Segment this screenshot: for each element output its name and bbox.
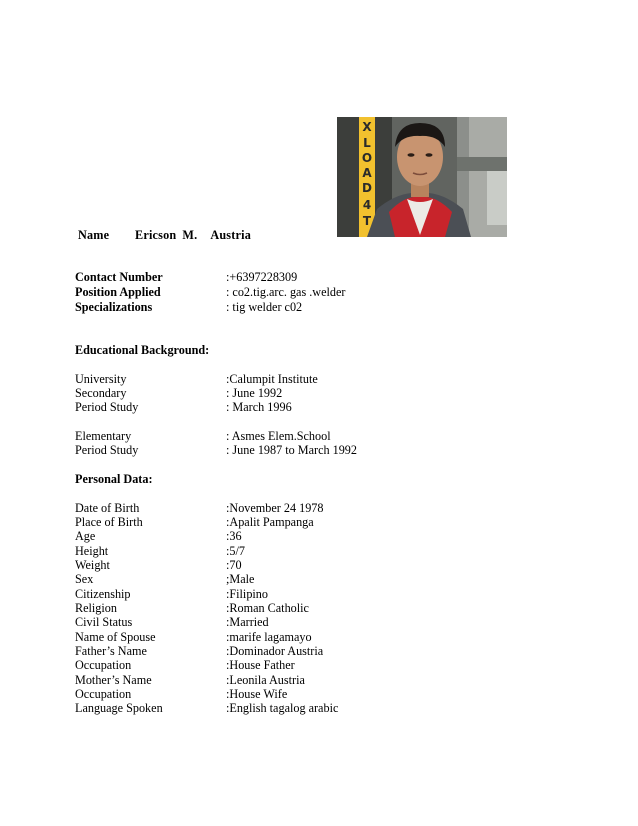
first-name: Ericson [135,228,177,242]
education-row [75,400,292,414]
position-applied-value: : co2.tig.arc. gas .welder [226,285,346,299]
education-label: University [75,372,127,386]
personal-value: :5/7 [226,544,245,558]
personal-value: :House Father [226,658,295,672]
applicant-name [78,228,251,242]
education-row [75,443,357,457]
personal-row [75,701,338,715]
applicant-photo-image [337,117,507,237]
contact-number-label: Contact Number [75,270,163,284]
specializations-value: : tig welder c02 [226,300,303,314]
position-applied-label: Position Applied [75,285,161,299]
personal-value: :Apalit Pampanga [226,515,314,529]
personal-value: :English tagalog arabic [226,701,339,715]
education-label: Elementary [75,429,132,443]
personal-label: Citizenship [75,587,131,601]
svg-text:L: L [363,136,371,150]
personal-row [75,558,242,572]
personal-row [75,572,254,586]
personal-heading: Personal Data: [75,472,153,486]
personal-value: :Dominador Austria [226,644,324,658]
personal-label: Occupation [75,658,132,672]
personal-row [75,687,287,701]
position-applied-row [75,285,345,299]
personal-label: Language Spoken [75,701,163,715]
personal-label: Religion [75,601,117,615]
contact-number-value: :+6397228309 [226,270,298,284]
education-value: : Asmes Elem.School [226,429,331,443]
personal-value: :Filipino [226,587,268,601]
svg-text:A: A [362,166,372,180]
personal-row [75,544,245,558]
personal-value: :36 [226,529,242,543]
personal-value: :November 24 1978 [226,501,324,515]
personal-label: Mother’s Name [75,673,152,687]
name-label: Name [78,228,110,242]
personal-label: Occupation [75,687,132,701]
svg-text:X: X [362,120,372,134]
personal-row [75,501,323,515]
personal-value: :House Wife [226,687,288,701]
personal-value: :70 [226,558,242,572]
personal-row [75,529,242,543]
personal-value: :Roman Catholic [226,601,309,615]
personal-value: ;Male [226,572,255,586]
education-value: : June 1992 [226,386,283,400]
personal-label: Civil Status [75,615,133,629]
education-value: : March 1996 [226,400,292,414]
contact-number-row [75,270,297,284]
education-row [75,429,331,443]
education-row [75,386,282,400]
specializations-row [75,300,302,314]
last-name: Austria [210,228,251,242]
education-heading: Educational Background: [75,343,210,357]
svg-text:D: D [362,181,372,195]
applicant-photo [337,117,507,237]
personal-label: Height [75,544,109,558]
specializations-label: Specializations [75,300,153,314]
svg-text:4: 4 [362,198,372,212]
personal-value: :Leonila Austria [226,673,305,687]
education-row [75,372,318,386]
personal-label: Name of Spouse [75,630,156,644]
personal-label: Father’s Name [75,644,147,658]
personal-row [75,515,314,529]
personal-row [75,658,295,672]
personal-value: :marife lagamayo [226,630,312,644]
middle-initial: M. [182,228,198,242]
education-label: Secondary [75,386,127,400]
personal-value: :Married [226,615,269,629]
personal-row [75,644,323,658]
education-label: Period Study [75,400,139,414]
personal-row [75,615,269,629]
personal-row [75,673,305,687]
svg-text:O: O [361,151,373,165]
personal-label: Place of Birth [75,515,143,529]
education-label: Period Study [75,443,139,457]
personal-row [75,601,309,615]
personal-label: Date of Birth [75,501,140,515]
personal-label: Age [75,529,96,543]
education-value: :Calumpit Institute [226,372,318,386]
personal-label: Sex [75,572,94,586]
personal-row [75,630,312,644]
personal-row [75,587,268,601]
personal-label: Weight [75,558,110,572]
svg-text:T: T [362,214,372,228]
education-value: : June 1987 to March 1992 [226,443,357,457]
